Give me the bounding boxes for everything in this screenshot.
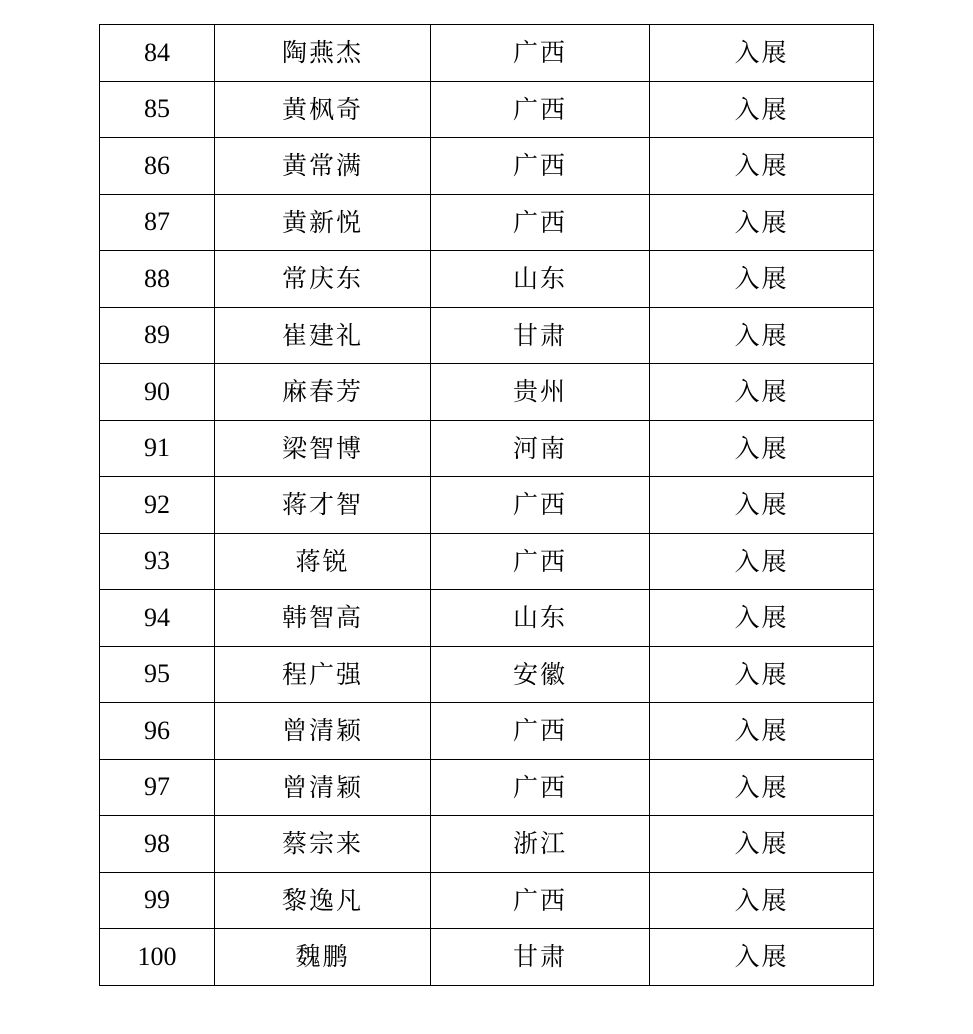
cell-name: 蒋锐: [215, 533, 431, 590]
table-row: [100, 872, 874, 929]
cell-name: 黄新悦: [215, 194, 431, 251]
cell-number: 91: [100, 420, 215, 477]
cell-result: 入展: [650, 364, 874, 421]
table-row: [100, 533, 874, 590]
cell-number: 87: [100, 194, 215, 251]
cell-number: 90: [100, 364, 215, 421]
cell-region: 广西: [431, 872, 650, 929]
cell-name: 黎逸凡: [215, 872, 431, 929]
cell-number: 98: [100, 816, 215, 873]
table-row: [100, 759, 874, 816]
cell-name: 黄常满: [215, 138, 431, 195]
cell-number: 96: [100, 703, 215, 760]
table-row: [100, 590, 874, 647]
cell-result: 入展: [650, 703, 874, 760]
cell-region: 广西: [431, 477, 650, 534]
cell-result: 入展: [650, 81, 874, 138]
cell-number: 86: [100, 138, 215, 195]
cell-region: 广西: [431, 533, 650, 590]
table-row: [100, 138, 874, 195]
cell-name: 曾清颖: [215, 703, 431, 760]
cell-result: 入展: [650, 307, 874, 364]
cell-result: 入展: [650, 590, 874, 647]
cell-name: 蒋才智: [215, 477, 431, 534]
cell-name: 梁智博: [215, 420, 431, 477]
cell-number: 99: [100, 872, 215, 929]
cell-number: 85: [100, 81, 215, 138]
cell-result: 入展: [650, 138, 874, 195]
table-row: [100, 646, 874, 703]
cell-name: 魏鹏: [215, 929, 431, 986]
cell-name: 韩智高: [215, 590, 431, 647]
cell-number: 93: [100, 533, 215, 590]
cell-name: 黄枫奇: [215, 81, 431, 138]
table-row: [100, 420, 874, 477]
cell-result: 入展: [650, 251, 874, 308]
cell-region: 广西: [431, 759, 650, 816]
cell-region: 山东: [431, 590, 650, 647]
table-row: [100, 307, 874, 364]
cell-region: 广西: [431, 81, 650, 138]
cell-region: 广西: [431, 25, 650, 82]
cell-number: 100: [100, 929, 215, 986]
table-row: [100, 929, 874, 986]
cell-region: 甘肃: [431, 929, 650, 986]
cell-result: 入展: [650, 872, 874, 929]
cell-number: 84: [100, 25, 215, 82]
cell-region: 河南: [431, 420, 650, 477]
cell-number: 97: [100, 759, 215, 816]
cell-number: 88: [100, 251, 215, 308]
cell-region: 广西: [431, 194, 650, 251]
cell-name: 麻春芳: [215, 364, 431, 421]
cell-result: 入展: [650, 759, 874, 816]
cell-number: 89: [100, 307, 215, 364]
table-row: [100, 703, 874, 760]
cell-name: 陶燕杰: [215, 25, 431, 82]
cell-result: 入展: [650, 477, 874, 534]
table-row: [100, 251, 874, 308]
table-row: [100, 25, 874, 82]
table-row: [100, 364, 874, 421]
table-row: [100, 477, 874, 534]
cell-name: 崔建礼: [215, 307, 431, 364]
results-table-body: [100, 25, 874, 986]
cell-name: 程广强: [215, 646, 431, 703]
cell-result: 入展: [650, 420, 874, 477]
cell-number: 92: [100, 477, 215, 534]
cell-result: 入展: [650, 533, 874, 590]
cell-number: 94: [100, 590, 215, 647]
cell-region: 浙江: [431, 816, 650, 873]
cell-region: 广西: [431, 703, 650, 760]
cell-result: 入展: [650, 929, 874, 986]
table-row: [100, 194, 874, 251]
cell-region: 贵州: [431, 364, 650, 421]
cell-region: 广西: [431, 138, 650, 195]
cell-name: 蔡宗来: [215, 816, 431, 873]
cell-result: 入展: [650, 646, 874, 703]
cell-region: 安徽: [431, 646, 650, 703]
cell-result: 入展: [650, 816, 874, 873]
cell-name: 曾清颖: [215, 759, 431, 816]
cell-region: 山东: [431, 251, 650, 308]
cell-name: 常庆东: [215, 251, 431, 308]
cell-region: 甘肃: [431, 307, 650, 364]
table-row: [100, 81, 874, 138]
cell-result: 入展: [650, 25, 874, 82]
cell-result: 入展: [650, 194, 874, 251]
cell-number: 95: [100, 646, 215, 703]
results-table: [99, 24, 874, 986]
table-row: [100, 816, 874, 873]
